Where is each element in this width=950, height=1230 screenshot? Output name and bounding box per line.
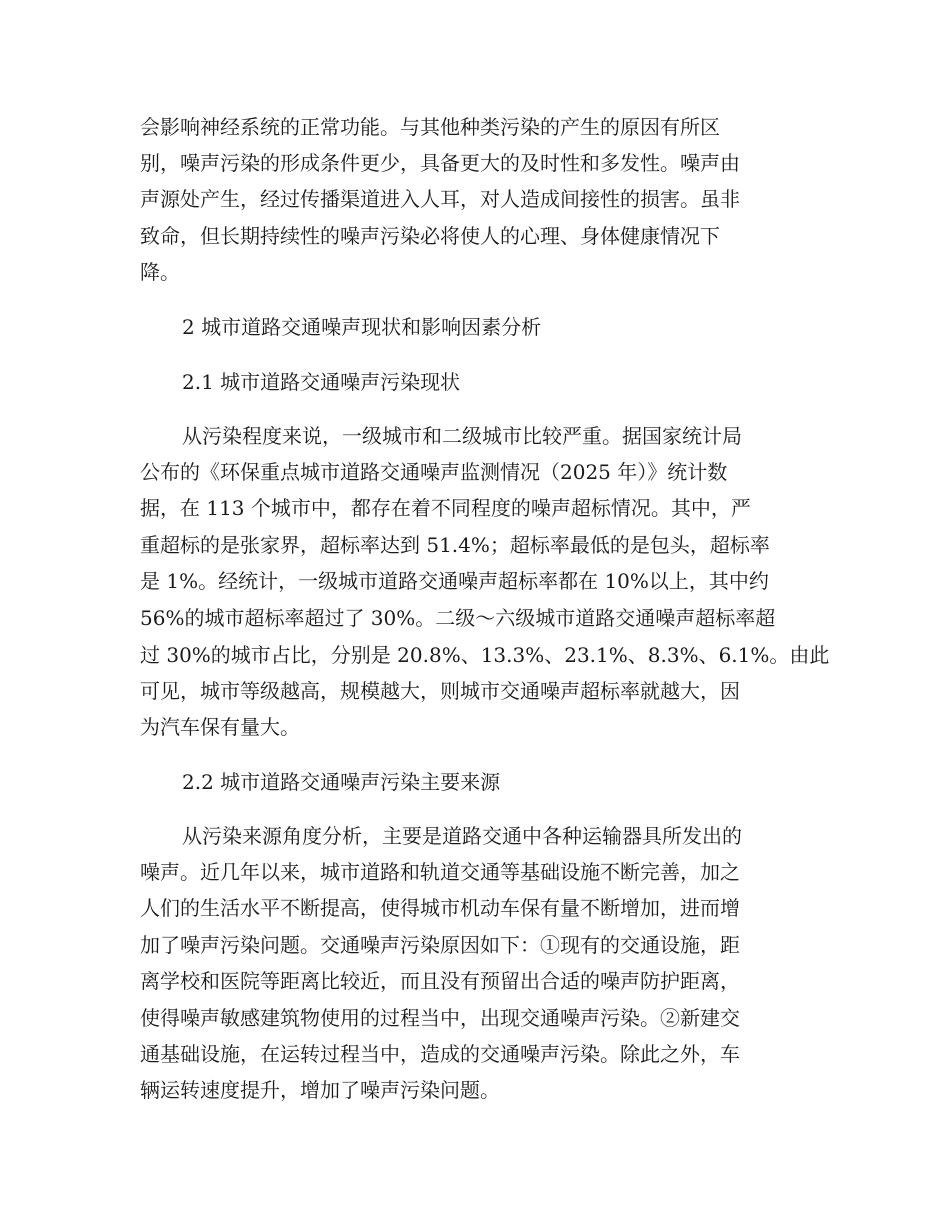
- paragraph-3-line-7: 通基础设施，在运转过程当中，造成的交通噪声污染。除此之外，车: [140, 1042, 740, 1066]
- paragraph-3-line-2: 噪声。近几年以来，城市道路和轨道交通等基础设施不断完善，加之: [140, 860, 740, 884]
- paragraph-2-line-2: 公布的《环保重点城市道路交通噪声监测情况（2025 年）》统计数: [140, 460, 728, 484]
- paragraph-1-line-1: 会影响神经系统的正常功能。与其他种类污染的产生的原因有所区: [140, 115, 720, 139]
- paragraph-3-line-6: 使得噪声敏感建筑物使用的过程当中，出现交通噪声污染。②新建交: [140, 1006, 740, 1030]
- subsection-heading-2-1: 2.1 城市道路交通噪声污染现状: [182, 370, 461, 394]
- paragraph-3-line-5: 离学校和医院等距离比较近，而且没有预留出合适的噪声防护距离，: [140, 969, 740, 993]
- paragraph-2-line-4: 重超标的是张家界，超标率达到 51.4%；超标率最低的是包头，超标率: [140, 533, 770, 557]
- subsection-heading-2-2: 2.2 城市道路交通噪声污染主要来源: [182, 770, 501, 794]
- paragraph-2-line-7: 过 30%的城市占比，分别是 20.8%、13.3%、23.1%、8.3%、6.1%。由此: [140, 643, 830, 667]
- paragraph-1-line-2: 别，噪声污染的形成条件更少，具备更大的及时性和多发性。噪声由: [140, 151, 740, 175]
- paragraph-3-line-1: 从污染来源角度分析，主要是道路交通中各种运输器具所发出的: [182, 824, 742, 848]
- section-heading: 2 城市道路交通噪声现状和影响因素分析: [182, 315, 542, 339]
- paragraph-2-line-8: 可见，城市等级越高，规模越大，则城市交通噪声超标率就越大，因: [140, 679, 740, 703]
- paragraph-3-line-3: 人们的生活水平不断提高，使得城市机动车保有量不断增加，进而增: [140, 896, 740, 920]
- paragraph-2-line-1: 从污染程度来说，一级城市和二级城市比较严重。据国家统计局: [182, 424, 742, 448]
- paragraph-3-line-8: 辆运转速度提升，增加了噪声污染问题。: [140, 1078, 500, 1102]
- paragraph-2-line-6: 56%的城市超标率超过了 30%。二级～六级城市道路交通噪声超标率超: [140, 606, 776, 630]
- paragraph-2-line-5: 是 1%。经统计，一级城市道路交通噪声超标率都在 10%以上，其中约: [140, 569, 769, 593]
- paragraph-2-line-3: 据，在 113 个城市中，都存在着不同程度的噪声超标情况。其中，严: [140, 496, 751, 520]
- paragraph-2-line-9: 为汽车保有量大。: [140, 715, 300, 739]
- paragraph-1-line-5: 降。: [140, 260, 180, 284]
- paragraph-3-line-4: 加了噪声污染问题。交通噪声污染原因如下：①现有的交通设施，距: [140, 933, 740, 957]
- paragraph-1-line-3: 声源处产生，经过传播渠道进入人耳，对人造成间接性的损害。虽非: [140, 187, 740, 211]
- paragraph-1-line-4: 致命，但长期持续性的噪声污染必将使人的心理、身体健康情况下: [140, 224, 720, 248]
